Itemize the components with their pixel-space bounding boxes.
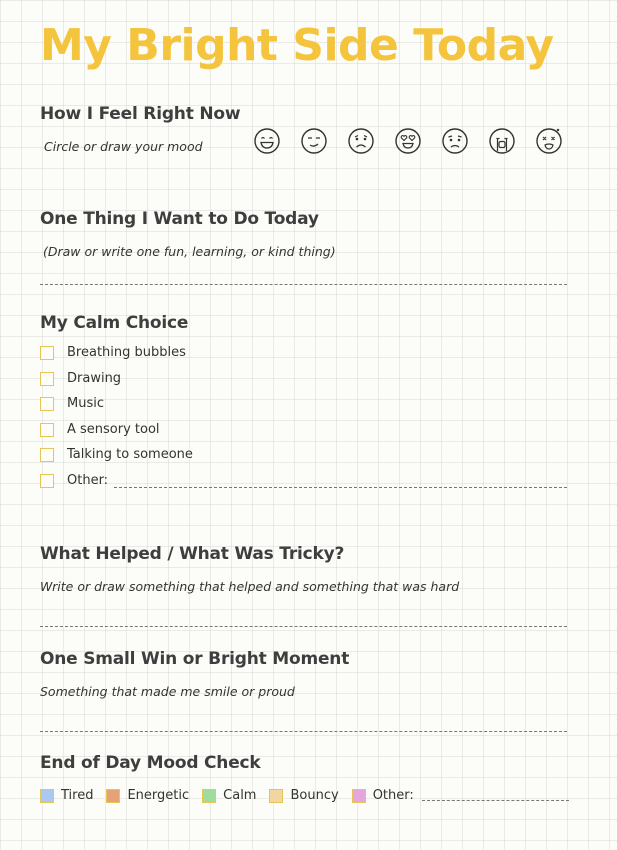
mood-option[interactable]: [106, 788, 189, 803]
mood-option[interactable]: [202, 788, 256, 803]
end-mood-heading: End of Day Mood Check: [40, 753, 261, 773]
mood-option[interactable]: [40, 788, 93, 803]
other-write-line[interactable]: [114, 487, 567, 488]
color-swatch[interactable]: [202, 789, 216, 803]
smirk-face-icon[interactable]: [300, 127, 328, 155]
checkbox[interactable]: [40, 423, 54, 437]
color-swatch[interactable]: [352, 789, 366, 803]
heart-eyes-face-icon[interactable]: [394, 127, 422, 155]
color-swatch[interactable]: [106, 789, 120, 803]
calm-choice-label: Other:: [67, 473, 109, 488]
checkbox[interactable]: [40, 474, 54, 488]
page-title: My Bright Side Today: [40, 20, 554, 71]
calm-choice-label: A sensory tool: [67, 422, 160, 437]
feel-heading: How I Feel Right Now: [40, 104, 241, 124]
mood-option[interactable]: [352, 788, 414, 803]
calm-choice-item[interactable]: [40, 422, 160, 437]
checkbox[interactable]: [40, 372, 54, 386]
mood-option-label: Calm: [223, 788, 257, 803]
calm-choice-label: Music: [67, 396, 104, 411]
feel-instruction: Circle or draw your mood: [44, 139, 203, 154]
other-write-line[interactable]: [422, 800, 569, 801]
smiling-face-icon[interactable]: [253, 127, 281, 155]
calm-choice-item[interactable]: [40, 371, 121, 386]
calm-heading: My Calm Choice: [40, 313, 189, 333]
worried-face-icon[interactable]: [441, 127, 469, 155]
calm-choice-item[interactable]: [40, 396, 104, 411]
end-mood-options: [40, 788, 427, 803]
write-line[interactable]: [40, 284, 567, 285]
win-instruction: Something that made me smile or proud: [40, 684, 295, 699]
mood-option-label: Bouncy: [290, 788, 339, 803]
one-thing-heading: One Thing I Want to Do Today: [40, 209, 319, 229]
dizzy-face-icon[interactable]: [535, 127, 563, 155]
calm-choice-label: Drawing: [67, 371, 122, 386]
mood-option[interactable]: [269, 788, 338, 803]
crying-face-icon[interactable]: [488, 127, 516, 155]
one-thing-instruction: (Draw or write one fun, learning, or kind thing): [43, 244, 336, 259]
mood-option-label: Other:: [372, 788, 414, 803]
mood-faces: [253, 127, 563, 155]
sad-face-icon[interactable]: [347, 127, 375, 155]
calm-choice-label: Talking to someone: [67, 447, 193, 462]
mood-option-label: Tired: [61, 788, 94, 803]
helped-heading: What Helped / What Was Tricky?: [40, 544, 345, 564]
checkbox[interactable]: [40, 448, 54, 462]
calm-choice-label: Breathing bubbles: [67, 345, 186, 360]
win-heading: One Small Win or Bright Moment: [40, 649, 350, 669]
calm-choice-item-other[interactable]: [40, 473, 108, 488]
write-line[interactable]: [40, 626, 567, 627]
color-swatch[interactable]: [269, 789, 283, 803]
checkbox[interactable]: [40, 346, 54, 360]
helped-instruction: Write or draw something that helped and something that was hard: [40, 579, 460, 594]
calm-choice-item[interactable]: [40, 447, 193, 462]
calm-choice-item[interactable]: [40, 345, 186, 360]
color-swatch[interactable]: [40, 789, 54, 803]
mood-option-label: Energetic: [127, 788, 190, 803]
write-line[interactable]: [40, 731, 567, 732]
checkbox[interactable]: [40, 397, 54, 411]
